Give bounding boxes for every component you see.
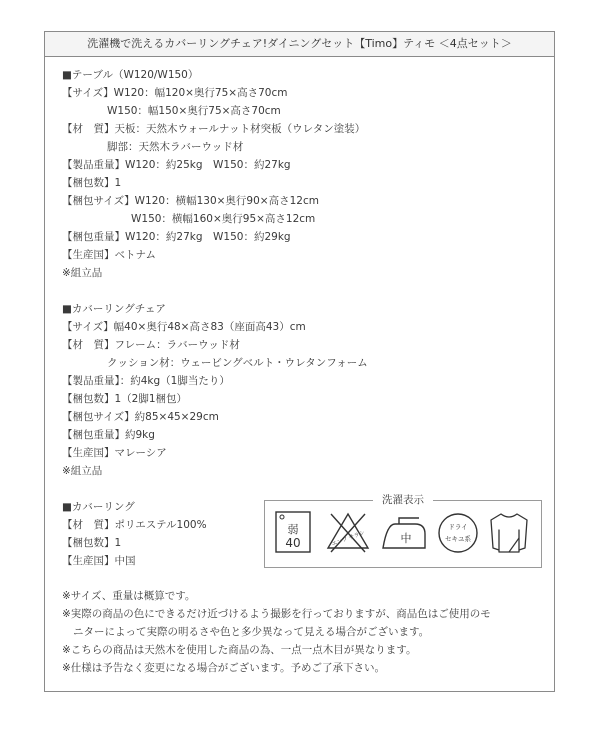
care-labels-title: 洗濯表示 — [373, 493, 433, 507]
table-weight: 【製品重量】W120：約25kg W150：約27kg — [62, 159, 291, 171]
chair-assembly-note: ※組立品 — [62, 465, 103, 477]
table-material-top: 【材 質】天板：天然木ウォールナット材突板（ウレタン塗装） — [62, 123, 366, 135]
wash-temp-label: 40 — [285, 536, 301, 550]
cover-packages: 【梱包数】1 — [62, 537, 122, 549]
table-pack-size-w120: 【梱包サイズ】W120：横幅130×奥行90×高さ12cm — [62, 195, 319, 207]
bleach-label: エンソ サラシ — [330, 530, 366, 548]
chair-packages: 【梱包数】1（2脚1梱包） — [62, 393, 188, 405]
table-packages: 【梱包数】1 — [62, 177, 122, 189]
note-woodgrain: ※こちらの商品は天然木を使用した商品の為、一点一点木目が異なります。 — [62, 644, 417, 656]
chair-material-cushion: クッション材：ウェービングベルト・ウレタンフォーム — [107, 357, 368, 369]
table-pack-size-w150: W150：横幅160×奥行95×高さ12cm — [131, 213, 316, 225]
product-title: 洗濯機で洗えるカバーリングチェア!ダイニングセット【Timo】ティモ ＜4点セット＞ — [45, 32, 554, 57]
note-spec-change: ※仕様は予告なく変更になる場合がございます。予めご了承下さい。 — [62, 662, 385, 674]
table-size-w120: 【サイズ】W120：幅120×奥行75×高さ70cm — [62, 87, 288, 99]
chair-pack-size: 【梱包サイズ】約85×45×29cm — [62, 411, 219, 423]
table-pack-weight: 【梱包重量】W120：約27kg W150：約29kg — [62, 231, 291, 243]
chair-material-frame: 【材 質】フレーム：ラバーウッド材 — [62, 339, 240, 351]
wash-strength-label: 弱 — [287, 523, 299, 536]
dry-clean-bottom-label: セキユ系 — [445, 535, 471, 543]
no-bleach-icon — [323, 508, 373, 556]
iron-icon — [377, 508, 431, 556]
chair-pack-weight: 【梱包重量】約9kg — [62, 429, 155, 441]
table-assembly-note: ※組立品 — [62, 267, 103, 279]
cover-origin: 【生産国】中国 — [62, 555, 136, 567]
dry-clean-icon — [433, 508, 483, 556]
note-color-1: ※実際の商品の色にできるだけ近づけるよう撮影を行っておりますが、商品色はご使用のモ — [62, 608, 491, 620]
care-icons-row — [273, 508, 535, 560]
chair-heading: ■カバーリングチェア — [62, 303, 166, 315]
wash-tub-icon — [273, 508, 319, 556]
chair-origin: 【生産国】マレーシア — [62, 447, 167, 459]
chair-weight: 【製品重量】：約4kg（1脚当たり） — [62, 375, 230, 387]
table-size-w150: W150：幅150×奥行75×高さ70cm — [107, 105, 281, 117]
table-origin: 【生産国】ベトナム — [62, 249, 156, 261]
table-heading: ■テーブル（W120/W150） — [62, 69, 199, 81]
note-approximate: ※サイズ、重量は概算です。 — [62, 590, 196, 602]
shirt-dry-icon — [485, 508, 533, 556]
chair-size: 【サイズ】幅40×奥行48×高さ83（座面高43）cm — [62, 321, 306, 333]
note-color-2: ニターによって実際の明るさや色と多少異なって見える場合がございます。 — [73, 626, 430, 638]
dry-clean-top-label: ドライ — [448, 523, 468, 531]
table-material-legs: 脚部：天然木ラバーウッド材 — [107, 141, 244, 153]
cover-material: 【材 質】ポリエステル100% — [62, 519, 207, 531]
cover-heading: ■カバーリング — [62, 501, 135, 513]
iron-temp-label: 中 — [400, 532, 412, 545]
